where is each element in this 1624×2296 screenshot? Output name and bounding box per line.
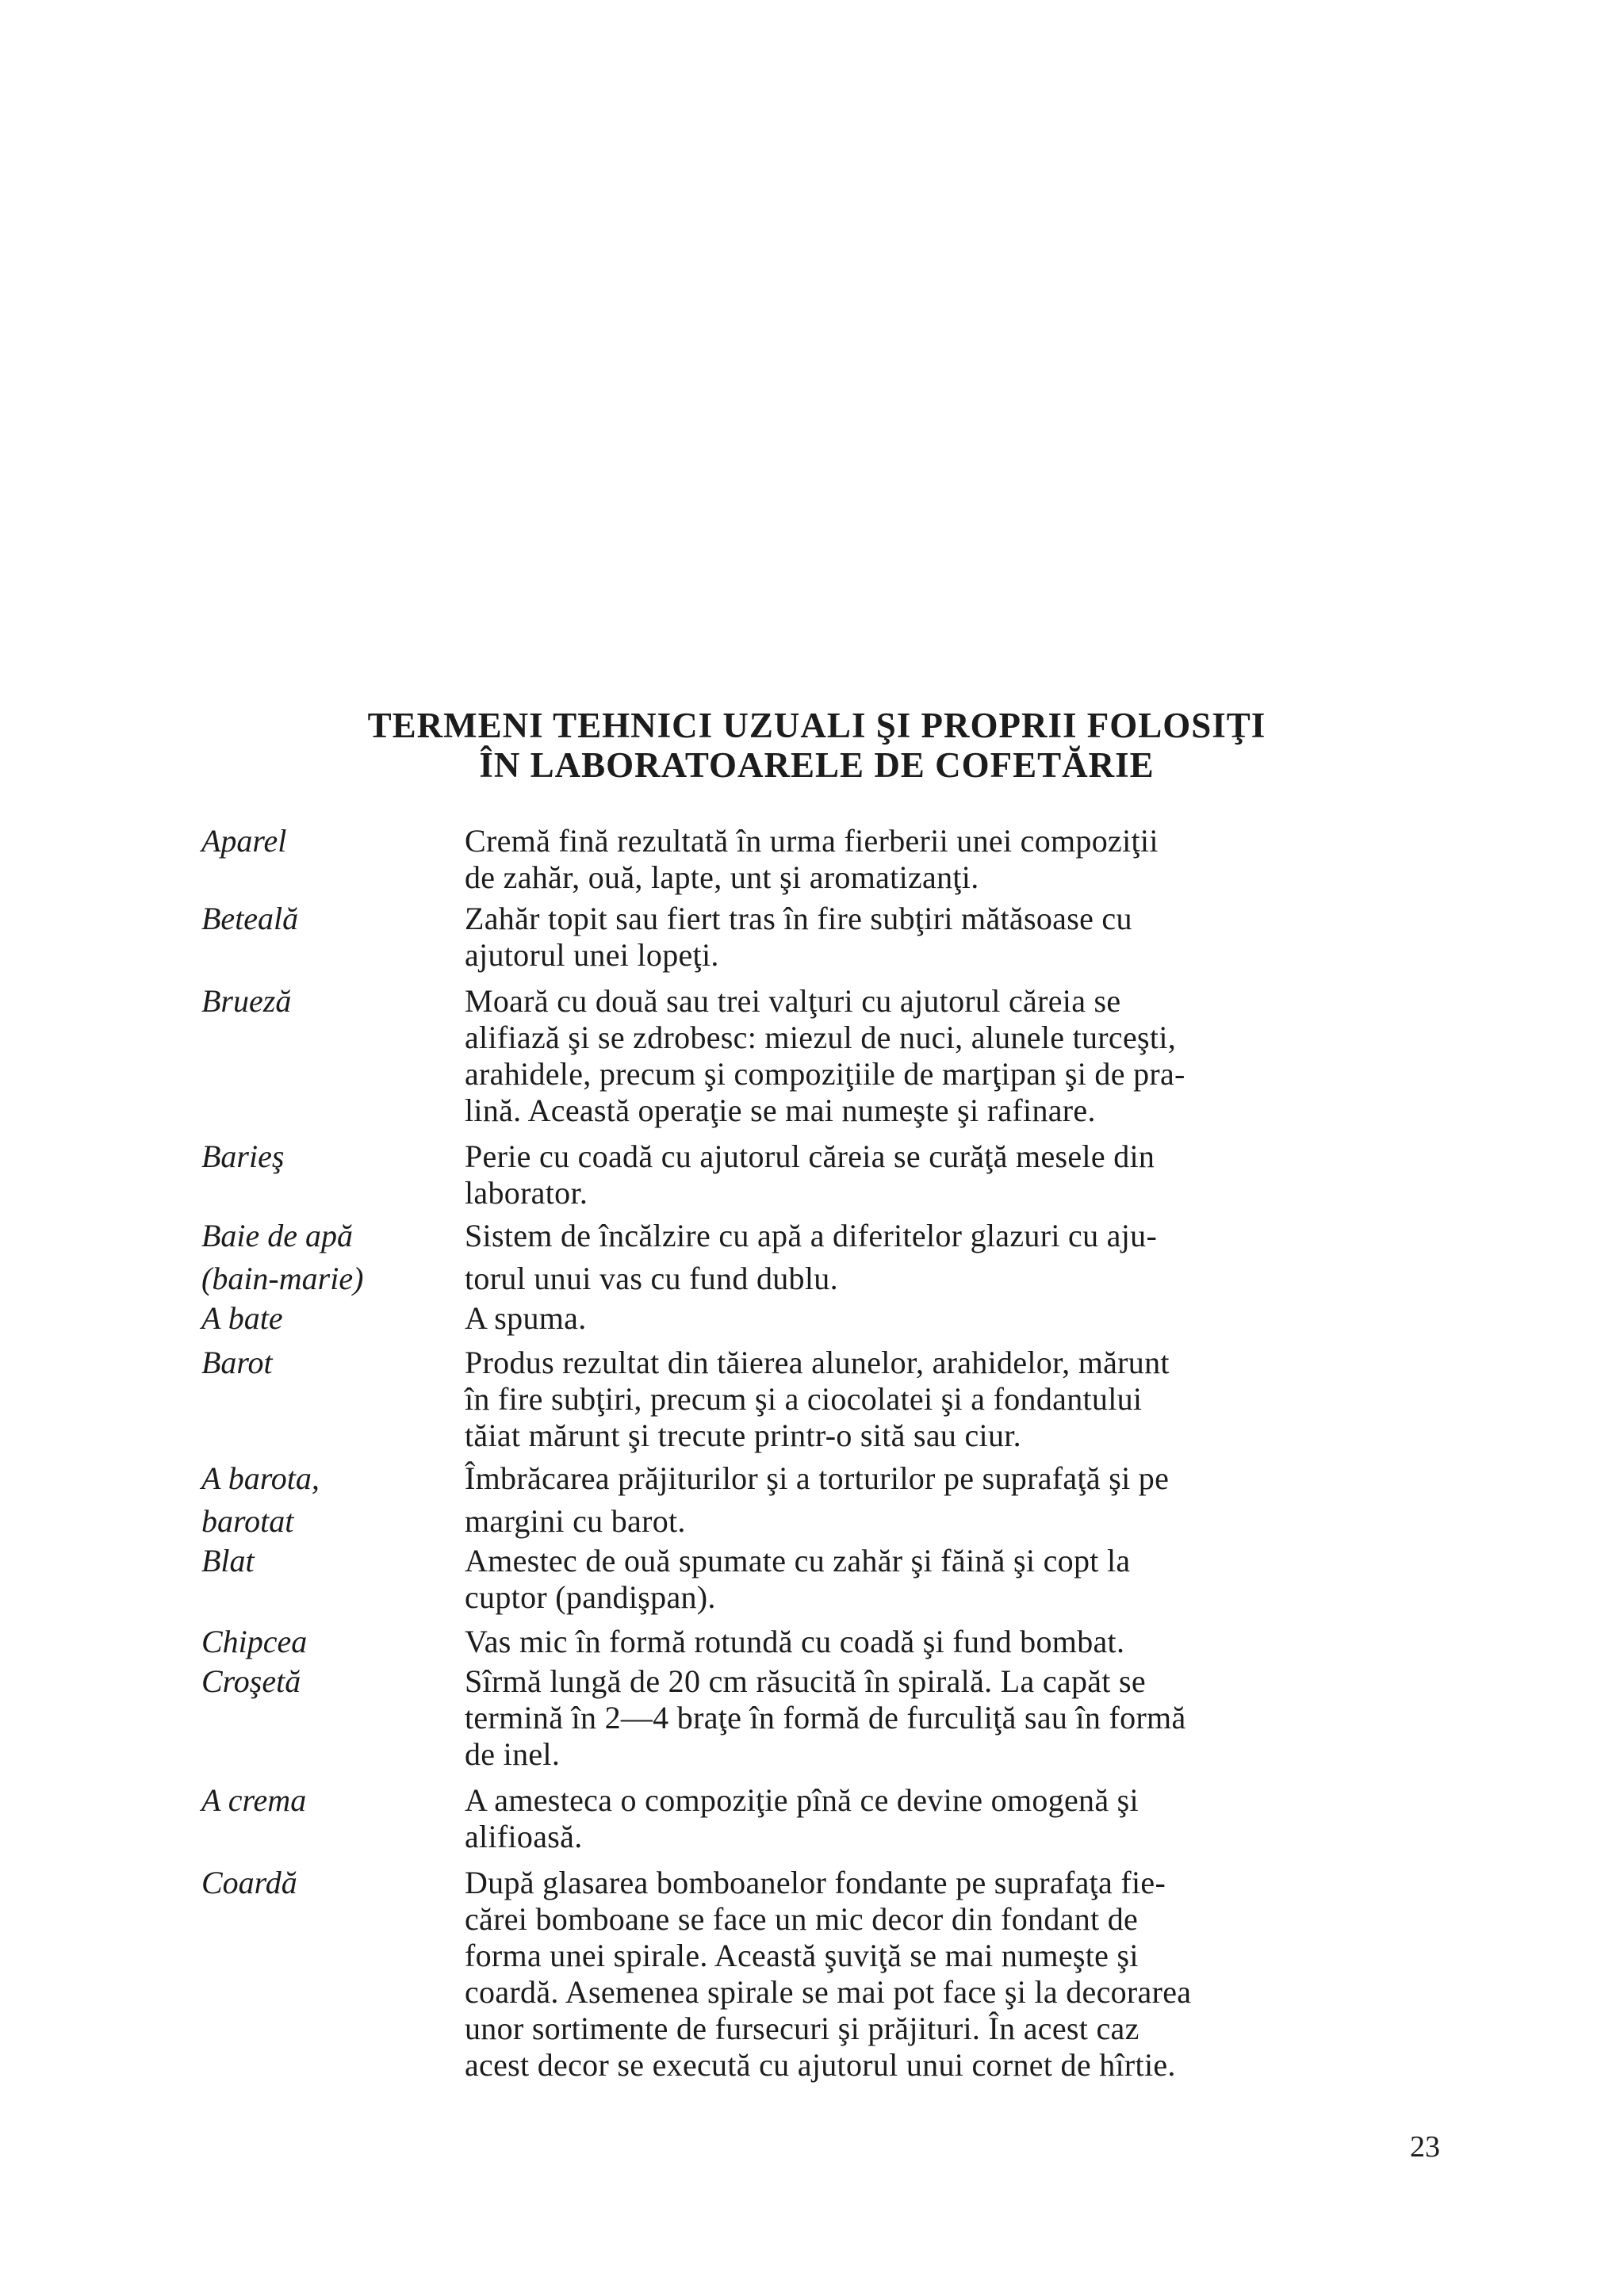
glossary-entry (201, 1782, 1438, 1855)
title-line-1: TERMENI TEHNICI UZUALI ŞI PROPRII FOLOSIŢI (367, 706, 1266, 745)
glossary-definition: Moară cu două sau trei valţuri cu ajutorul căreia se alifiază şi se zdrobesc: miezul de nuci, alunele turceşti, arahidele, precum şi compoziţiile de marţipan şi de pra- lină. Această operaţie se mai numeşte şi rafinare. (465, 983, 1185, 1128)
glossary-definition: După glasarea bomboanelor fondante pe suprafaţa fie- cărei bomboane se face un mic decor din fondant de forma unei spirale. Această şuviţă se mai numeşte şi coardă. Asemenea spirale se mai pot face şi la decorarea unor sortimente de fursecuri şi prăjituri. În acest caz acest decor se execută cu ajutorul unui cornet de hîrtie. (465, 1865, 1192, 2083)
glossary-term: Barot (201, 1345, 273, 1380)
glossary-definition: Zahăr topit sau fiert tras în fire subţiri mătăsoase cu ajutorul unei lopeţi. (465, 901, 1132, 973)
title-line-2: ÎN LABORATOARELE DE COFETĂRIE (479, 745, 1155, 785)
page-number: 23 (1410, 2130, 1440, 2164)
glossary-term: A crema (201, 1782, 307, 1818)
glossary-list (201, 823, 1438, 2084)
glossary-term: Baie de apă (bain-marie) (201, 1218, 364, 1296)
glossary-term: Aparel (201, 823, 287, 859)
glossary-entry (201, 1300, 1438, 1337)
glossary-definition: Sistem de încălzire cu apă a diferitelor glazuri cu aju- torul unui vas cu fund dublu. (465, 1218, 1158, 1296)
glossary-entry (201, 1865, 1438, 2084)
glossary-entry (201, 823, 1438, 896)
glossary-definition: Cremă fină rezultată în urma fierberii unei compoziţii de zahăr, ouă, lapte, unt şi aromatizanţi. (465, 823, 1159, 895)
glossary-term: Brueză (201, 983, 292, 1019)
glossary-term: Barieş (201, 1138, 285, 1174)
glossary-term: Coardă (201, 1865, 297, 1900)
glossary-definition: Perie cu coadă cu ajutorul căreia se curăţă mesele din laborator. (465, 1138, 1155, 1211)
glossary-definition: A amesteca o compoziţie pînă ce devine omogenă şi alifioasă. (465, 1782, 1139, 1854)
glossary-definition: Produs rezultat din tăierea alunelor, arahidelor, mărunt în fire subţiri, precum şi a ciocolatei şi a fondantului tăiat mărunt şi trecute printr-o sită sau ciur. (465, 1345, 1170, 1453)
glossary-entry (201, 901, 1438, 974)
glossary-definition: Îmbrăcarea prăjiturilor şi a torturilor pe suprafaţă şi pe margini cu barot. (465, 1460, 1170, 1539)
glossary-entry (201, 1543, 1438, 1616)
glossary-definition: Amestec de ouă spumate cu zahăr şi făină şi copt la cuptor (pandişpan). (465, 1543, 1131, 1615)
glossary-definition: A spuma. (465, 1300, 587, 1336)
glossary-definition: Vas mic în formă rotundă cu coadă şi fund bombat. (465, 1624, 1125, 1659)
glossary-term: Croşetă (201, 1663, 301, 1699)
glossary-entry (201, 1460, 1438, 1540)
glossary-term: Chipcea (201, 1624, 308, 1659)
glossary-entry (201, 1663, 1438, 1773)
glossary-term: Beteală (201, 901, 299, 936)
glossary-entry (201, 1138, 1438, 1211)
page-title (159, 706, 1475, 785)
glossary-entry (201, 1624, 1438, 1660)
glossary-entry (201, 1218, 1438, 1297)
glossary-entry (201, 983, 1438, 1129)
glossary-definition: Sîrmă lungă de 20 cm răsucită în spirală. La capăt se termină în 2—4 braţe în formă de furculiţă sau în formă de inel. (465, 1663, 1186, 1772)
glossary-entry (201, 1345, 1438, 1454)
glossary-term: Blat (201, 1543, 255, 1578)
glossary-term: A bate (201, 1300, 283, 1336)
glossary-term: A barota, barotat (201, 1460, 320, 1539)
